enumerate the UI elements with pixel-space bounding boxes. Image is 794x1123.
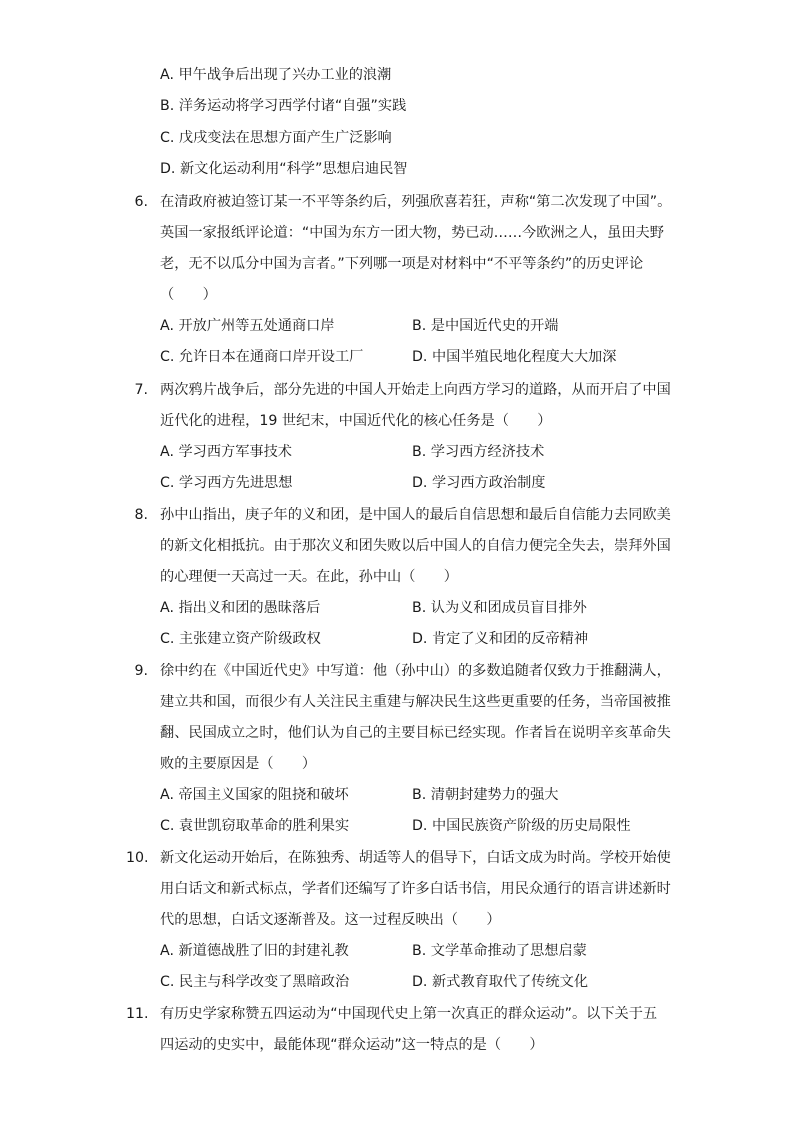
q6-option-a: A. 开放广州等五处通商口岸	[160, 318, 335, 334]
question-stem-line: 的心理便一天高过一天。在此，孙中山（ ）	[160, 569, 458, 585]
question-stem-line: 翻、民国成立之时，他们认为自己的主要目标已经实现。作者旨在说明辛亥革命失	[160, 725, 671, 741]
q7-option-d: D. 学习西方政治制度	[412, 475, 546, 491]
question-stem-line: 两次鸦片战争后，部分先进的中国人开始走上向西方学习的道路，从而开启了中国	[160, 382, 671, 398]
question-stem-line: 老，无不以瓜分中国为言者。”下列哪一项是对材料中“不平等条约”的历史评论	[160, 256, 644, 272]
question-number: 10.	[126, 850, 149, 866]
question-number: 11.	[126, 1006, 149, 1022]
q6-option-b: B. 是中国近代史的开端	[412, 318, 559, 334]
question-stem-line: 英国一家报纸评论道：“中国为东方一团大物，势已动……今欧洲之人，虽田夫野	[160, 225, 664, 241]
q8-option-a: A. 指出义和团的愚昧落后	[160, 600, 321, 616]
q6-option-c: C. 允许日本在通商口岸开设工厂	[160, 349, 364, 365]
question-stem-line: 有历史学家称赞五四运动为“中国现代史上第一次真正的群众运动”。以下关于五	[160, 1006, 658, 1022]
q10-option-a: A. 新道德战胜了旧的封建礼教	[160, 943, 349, 959]
question-stem-line: 代的思想，白话文逐渐普及。这一过程反映出（ ）	[160, 912, 501, 928]
question-stem-line: 在清政府被迫签订某一不平等条约后，列强欣喜若狂，声称“第二次发现了中国”。	[160, 194, 672, 210]
question-stem-line: 徐中约在《中国近代史》中写道：他（孙中山）的多数追随者仅致力于推翻满人，	[160, 663, 671, 679]
q6-option-d: D. 中国半殖民地化程度大大加深	[412, 349, 617, 365]
q10-option-c: C. 民主与科学改变了黑暗政治	[160, 974, 350, 990]
q7-option-a: A. 学习西方军事技术	[160, 444, 292, 460]
q5-option-c: C. 戊戌变法在思想方面产生广泛影响	[160, 130, 392, 146]
question-stem-line: 建立共和国，而很少有人关注民主重建与解决民生这些更重要的任务，当帝国被推	[160, 694, 671, 710]
q10-option-b: B. 文学革命推动了思想启蒙	[412, 943, 587, 959]
q9-option-c: C. 袁世凯窃取革命的胜利果实	[160, 818, 350, 834]
question-stem-line: 孙中山指出，庚子年的义和团，是中国人的最后自信思想和最后自信能力去同欧美	[160, 507, 671, 523]
question-number: 7.	[134, 382, 148, 398]
question-stem-line: 新文化运动开始后，在陈独秀、胡适等人的倡导下，白话文成为时尚。学校开始使	[160, 850, 671, 866]
q9-option-a: A. 帝国主义国家的阻挠和破坏	[160, 787, 349, 803]
q5-option-a: A. 甲午战争后出现了兴办工业的浪潮	[160, 67, 392, 83]
question-stem-line: 的新文化相抵抗。由于那次义和团失败以后中国人的自信力便完全失去，崇拜外国	[160, 538, 671, 554]
question-stem-line: 用白话文和新式标点，学者们还编写了许多白话书信，用民众通行的语言讲述新时	[160, 881, 671, 897]
q5-option-d: D. 新文化运动利用“科学”思想启迪民智	[160, 161, 408, 177]
q7-option-b: B. 学习西方经济技术	[412, 444, 545, 460]
question-number: 6.	[134, 194, 148, 210]
question-stem-line: 四运动的史实中，最能体现“群众运动”这一特点的是（ ）	[160, 1037, 544, 1053]
question-stem-line: 败的主要原因是（ ）	[160, 756, 317, 772]
question-number: 9.	[134, 663, 148, 679]
q8-option-b: B. 认为义和团成员盲目排外	[412, 600, 587, 616]
question-stem-line: 近代化的进程，19 世纪末，中国近代化的核心任务是（ ）	[160, 413, 552, 429]
q8-option-d: D. 肯定了义和团的反帝精神	[412, 631, 589, 647]
q9-option-d: D. 中国民族资产阶级的历史局限性	[412, 818, 631, 834]
q10-option-d: D. 新式教育取代了传统文化	[412, 974, 589, 990]
answer-blank: （ ）	[160, 287, 217, 303]
q5-option-b: B. 洋务运动将学习西学付诸“自强”实践	[160, 98, 407, 114]
q7-option-c: C. 学习西方先进思想	[160, 475, 293, 491]
question-number: 8.	[134, 507, 148, 523]
q8-option-c: C. 主张建立资产阶级政权	[160, 631, 321, 647]
q9-option-b: B. 清朝封建势力的强大	[412, 787, 559, 803]
